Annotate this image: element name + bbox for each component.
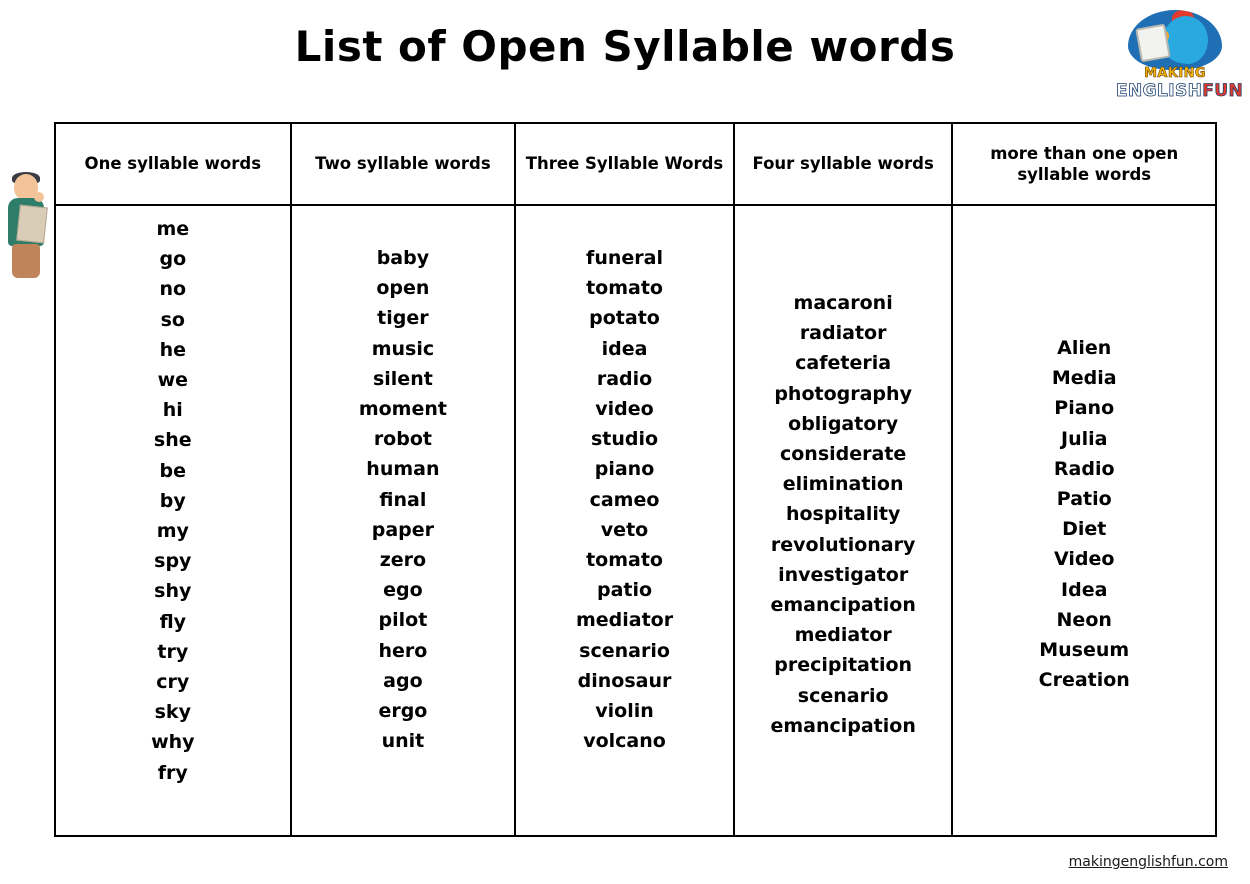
column-one-syllable: [56, 206, 292, 835]
word-item: scenario: [797, 684, 889, 707]
word-item: ergo: [378, 700, 428, 723]
word-list-two-syllable: [292, 243, 515, 756]
word-item: open: [376, 277, 430, 300]
word-item: studio: [590, 428, 659, 451]
column-header-one-syllable: One syllable words: [56, 124, 292, 204]
brand-logo: [1116, 8, 1244, 108]
word-item: baby: [376, 247, 430, 269]
word-list-three-syllable: [516, 243, 733, 756]
word-item: silent: [372, 367, 433, 390]
word-item: elimination: [782, 473, 904, 496]
word-item: piano: [594, 458, 655, 481]
open-syllable-table: [54, 122, 1217, 837]
word-item: sky: [154, 701, 191, 724]
word-item: my: [156, 520, 189, 543]
word-item: dinosaur: [577, 669, 672, 692]
word-item: investigator: [778, 563, 909, 586]
word-list-more-than-one-open-syllable: [953, 333, 1215, 695]
word-item: we: [157, 369, 189, 392]
word-item: Alien: [1057, 337, 1112, 359]
word-list-four-syllable: [735, 288, 952, 741]
word-item: cry: [156, 671, 190, 694]
word-item: precipitation: [774, 654, 913, 677]
word-item: emancipation: [770, 714, 916, 737]
word-item: hospitality: [785, 503, 901, 526]
word-item: scenario: [579, 639, 670, 662]
mascot-arm: [34, 192, 44, 202]
word-item: robot: [373, 428, 432, 451]
word-item: zero: [379, 549, 427, 572]
word-item: why: [151, 731, 195, 754]
word-item: cameo: [589, 488, 660, 511]
word-item: volcano: [583, 730, 666, 753]
word-item: human: [366, 458, 440, 481]
word-item: tomato: [586, 549, 663, 572]
word-item: final: [379, 488, 427, 511]
word-item: radiator: [799, 322, 887, 345]
mascot-legs: [12, 244, 40, 278]
word-item: radio: [596, 367, 653, 390]
word-item: veto: [600, 518, 649, 541]
logo-line-2-main: ENGLISH: [1116, 81, 1203, 101]
word-item: ego: [383, 579, 423, 602]
word-item: music: [371, 337, 435, 360]
word-item: try: [157, 640, 189, 663]
word-item: revolutionary: [770, 533, 916, 556]
word-item: be: [159, 459, 187, 482]
word-item: Radio: [1053, 457, 1115, 480]
teacher-mascot-icon: [4, 172, 50, 282]
word-item: tomato: [586, 277, 663, 300]
word-item: Piano: [1054, 397, 1115, 420]
word-item: hi: [162, 399, 183, 422]
book-icon: [1135, 24, 1170, 63]
word-item: so: [160, 308, 185, 331]
logo-line-1: MAKING: [1144, 66, 1206, 81]
word-item: Media: [1051, 367, 1117, 390]
word-item: photography: [774, 382, 912, 405]
word-item: shy: [154, 580, 192, 603]
word-item: unit: [381, 730, 425, 753]
word-item: video: [595, 398, 654, 421]
word-item: pilot: [378, 609, 428, 632]
website-link[interactable]: makingenglishfun.com: [1068, 854, 1228, 870]
word-item: mediator: [794, 624, 892, 647]
word-item: go: [159, 248, 187, 271]
word-item: Neon: [1056, 608, 1112, 631]
word-item: emancipation: [770, 594, 916, 617]
word-item: she: [153, 429, 192, 452]
page-title: List of Open Syllable words: [294, 22, 956, 71]
word-item: tiger: [377, 307, 429, 330]
word-item: hero: [378, 639, 428, 662]
word-item: Patio: [1056, 488, 1112, 511]
column-header-two-syllable: Two syllable words: [292, 124, 517, 204]
column-header-four-syllable: Four syllable words: [735, 124, 954, 204]
word-item: Julia: [1061, 427, 1108, 450]
word-item: paper: [371, 518, 435, 541]
word-item: considerate: [779, 443, 907, 466]
column-header-more-than-one-open-syllable: more than one open syllable words: [990, 143, 1179, 184]
column-more-than-one-open-syllable: [953, 206, 1215, 835]
word-item: Video: [1054, 548, 1115, 571]
word-item: moment: [358, 398, 447, 421]
word-item: idea: [601, 337, 648, 360]
word-item: he: [159, 338, 186, 361]
word-item: me: [156, 218, 190, 240]
column-header-three-syllable: Three Syllable Words: [516, 124, 735, 204]
table-header-row: [56, 124, 1215, 206]
word-item: no: [159, 278, 187, 301]
word-item: Diet: [1062, 518, 1107, 541]
column-three-syllable: [516, 206, 735, 835]
word-item: spy: [154, 550, 192, 573]
word-item: fry: [157, 761, 188, 784]
word-item: patio: [596, 579, 653, 602]
word-item: by: [159, 489, 186, 512]
word-item: Idea: [1061, 578, 1108, 601]
word-item: Creation: [1038, 669, 1130, 692]
mascot-paper: [16, 205, 48, 244]
word-item: Museum: [1039, 639, 1130, 662]
word-item: fly: [159, 610, 187, 633]
logo-line-2-accent: FUN: [1202, 81, 1244, 101]
word-list-one-syllable: [56, 214, 290, 788]
word-item: obligatory: [788, 412, 899, 435]
word-item: mediator: [575, 609, 674, 632]
word-item: funeral: [586, 247, 663, 269]
word-item: violin: [595, 700, 654, 723]
table-body: [56, 206, 1215, 835]
word-item: cafeteria: [795, 352, 892, 375]
column-two-syllable: [292, 206, 517, 835]
word-item: ago: [383, 669, 423, 692]
word-item: potato: [589, 307, 660, 330]
word-item: macaroni: [793, 292, 893, 314]
column-four-syllable: [735, 206, 954, 835]
logo-badge: [1128, 10, 1222, 70]
logo-line-2: [1116, 81, 1244, 101]
